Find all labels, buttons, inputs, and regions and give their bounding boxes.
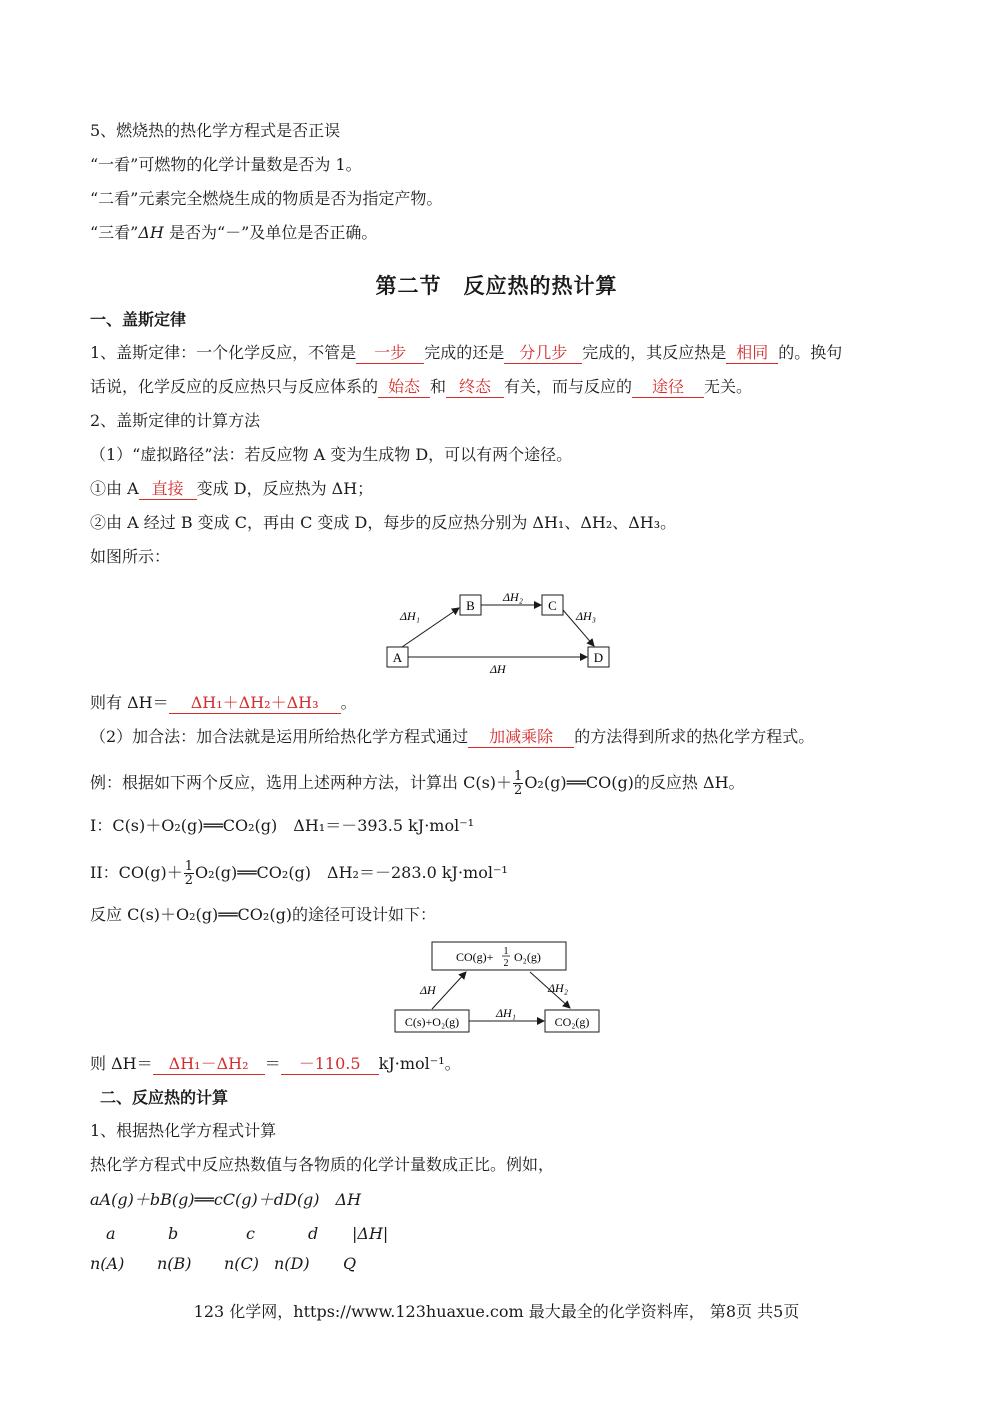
fraction-half: $\frac{1}{2}$: [514, 769, 523, 798]
node-c-label: C: [548, 598, 557, 613]
page-footer: 123 化学网，https://www.123huaxue.com 最大最全的化学资料库， 第8页 共5页: [193, 1302, 800, 1321]
blank-dh-diff: ΔH₁－ΔH₂: [153, 1054, 265, 1075]
amount-q: Q: [343, 1254, 357, 1273]
hess-path-diagram: [380, 588, 620, 684]
fraction-half: $\frac{1}{2}$: [184, 859, 194, 888]
equation-one: I：C(s)＋O₂(g)══CO₂(g) ΔH₁＝－393.5 kJ·mol⁻¹: [90, 816, 475, 835]
label-dh: ΔH: [490, 662, 506, 676]
blank-direct: 直接: [139, 479, 197, 500]
label-dh2: ΔH₂: [503, 590, 523, 604]
label-dh3: ΔH₃: [576, 609, 596, 623]
label-dh1: ΔH₁: [400, 609, 420, 623]
blank-multi-step: 分几步: [504, 343, 582, 364]
blank-path: 途径: [632, 377, 704, 398]
blank-initial-state: 始态: [378, 377, 430, 398]
calc-method-title: 2、盖斯定律的计算方法: [90, 411, 261, 430]
blank-arithmetic: 加减乘除: [468, 727, 574, 748]
s5-title: 5、燃烧热的热化学方程式是否正误: [90, 121, 341, 140]
amount-c: n(C): [224, 1254, 260, 1273]
node-d-label: D: [593, 650, 604, 665]
heading-hess-law: 一、盖斯定律: [90, 310, 187, 329]
sum-result: 则有 ΔH＝ ΔH₁＋ΔH₂＋ΔH₃ 。: [90, 693, 357, 712]
example-intro: 例：根据如下两个反应，选用上述两种方法，计算出 C(s)＋ $\frac{1}{2}$ O₂(g)══CO(g)的反应热 ΔH。: [90, 769, 745, 798]
arrow-left-top: [432, 972, 466, 1009]
blank-same: 相同: [726, 343, 778, 364]
equation-two: II：CO(g)＋ $\frac{1}{2}$ O₂(g)══CO₂(g) ΔH₂＝－283.0 kJ·mol⁻¹: [90, 859, 508, 888]
path-design-intro: 反应 C(s)＋O₂(g)══CO₂(g)的途径可设计如下：: [90, 905, 437, 924]
path-one: ①由 A 直接 变成 D，反应热为 ΔH；: [90, 479, 374, 498]
blank-final-state: 终态: [446, 377, 504, 398]
label-dh1: ΔH₁: [496, 1006, 516, 1020]
blank-value: －110.5: [281, 1054, 379, 1075]
coef-dh: |ΔH|: [352, 1224, 389, 1243]
path-two: ②由 A 经过 B 变成 C，再由 C 变成 D，每步的反应热分别为 ΔH₁、ΔH₂、ΔH₃。: [90, 513, 677, 532]
label-dh2: ΔH₂: [548, 981, 568, 995]
amount-d: n(D): [274, 1254, 310, 1273]
node-b-label: B: [466, 598, 475, 613]
amount-a: n(A): [90, 1254, 125, 1273]
s5-line2: “二看”元素完全燃烧生成的物质是否为指定产物。: [90, 189, 443, 208]
general-equation: aA(g)＋bB(g)══cC(g)＋dD(g) ΔH: [90, 1190, 362, 1209]
blank-sum: ΔH₁＋ΔH₂＋ΔH₃: [169, 693, 341, 714]
s5-line1: “一看”可燃物的化学计量数是否为 1。: [90, 155, 362, 174]
blank-one-step: 一步: [356, 343, 424, 364]
section-title: 第二节 反应热的热计算: [375, 273, 618, 298]
coef-b: b: [168, 1224, 179, 1243]
addition-method: （2）加合法：加合法就是运用所给热化学方程式通过 加减乘除 的方法得到所求的热化学方程式。: [90, 727, 815, 746]
hess-law-def-line2: 话说，化学反应的反应热只与反应体系的 始态 和 终态 有关，而与反应的 途径 无关。: [90, 377, 753, 396]
hess-law-def-line1: 1、盖斯定律：一个化学反应，不管是 一步 完成的还是 分几步 完成的，其反应热是 相同 的。换句: [90, 343, 843, 362]
amount-b: n(B): [157, 1254, 192, 1273]
as-shown: 如图所示：: [90, 547, 171, 566]
calc-by-equation: 1、根据热化学方程式计算: [90, 1121, 277, 1140]
co-path-diagram: [392, 938, 604, 1034]
node-co-label-b: O₂(g): [514, 950, 541, 964]
s5-line3: “三看”ΔH 是否为“－”及单位是否正确。: [90, 223, 378, 242]
node-co2-label: CO₂(g): [554, 1015, 590, 1029]
label-dh: ΔH: [420, 983, 436, 997]
virtual-path-desc: （1）“虚拟路径”法：若反应物 A 变为生成物 D，可以有两个途径。: [90, 445, 573, 464]
heading-heat-calc: 二、反应热的计算: [100, 1088, 229, 1107]
node-a-label: A: [392, 650, 403, 665]
coef-d: d: [308, 1224, 319, 1243]
result-line: 则 ΔH＝ ΔH₁－ΔH₂ ＝ －110.5 kJ·mol⁻¹。: [90, 1054, 461, 1073]
coef-c: c: [246, 1224, 255, 1243]
node-co-label-a: CO(g)+: [456, 950, 494, 964]
proportion-desc: 热化学方程式中反应热数值与各物质的化学计量数成正比。例如，: [90, 1155, 555, 1174]
node-c-o2-label: C(s)+O₂(g): [404, 1015, 460, 1029]
coef-a: a: [106, 1224, 116, 1243]
node-co-num: 1: [503, 946, 509, 957]
node-co-den: 2: [503, 958, 509, 969]
node-co-half-o2: [432, 942, 566, 970]
